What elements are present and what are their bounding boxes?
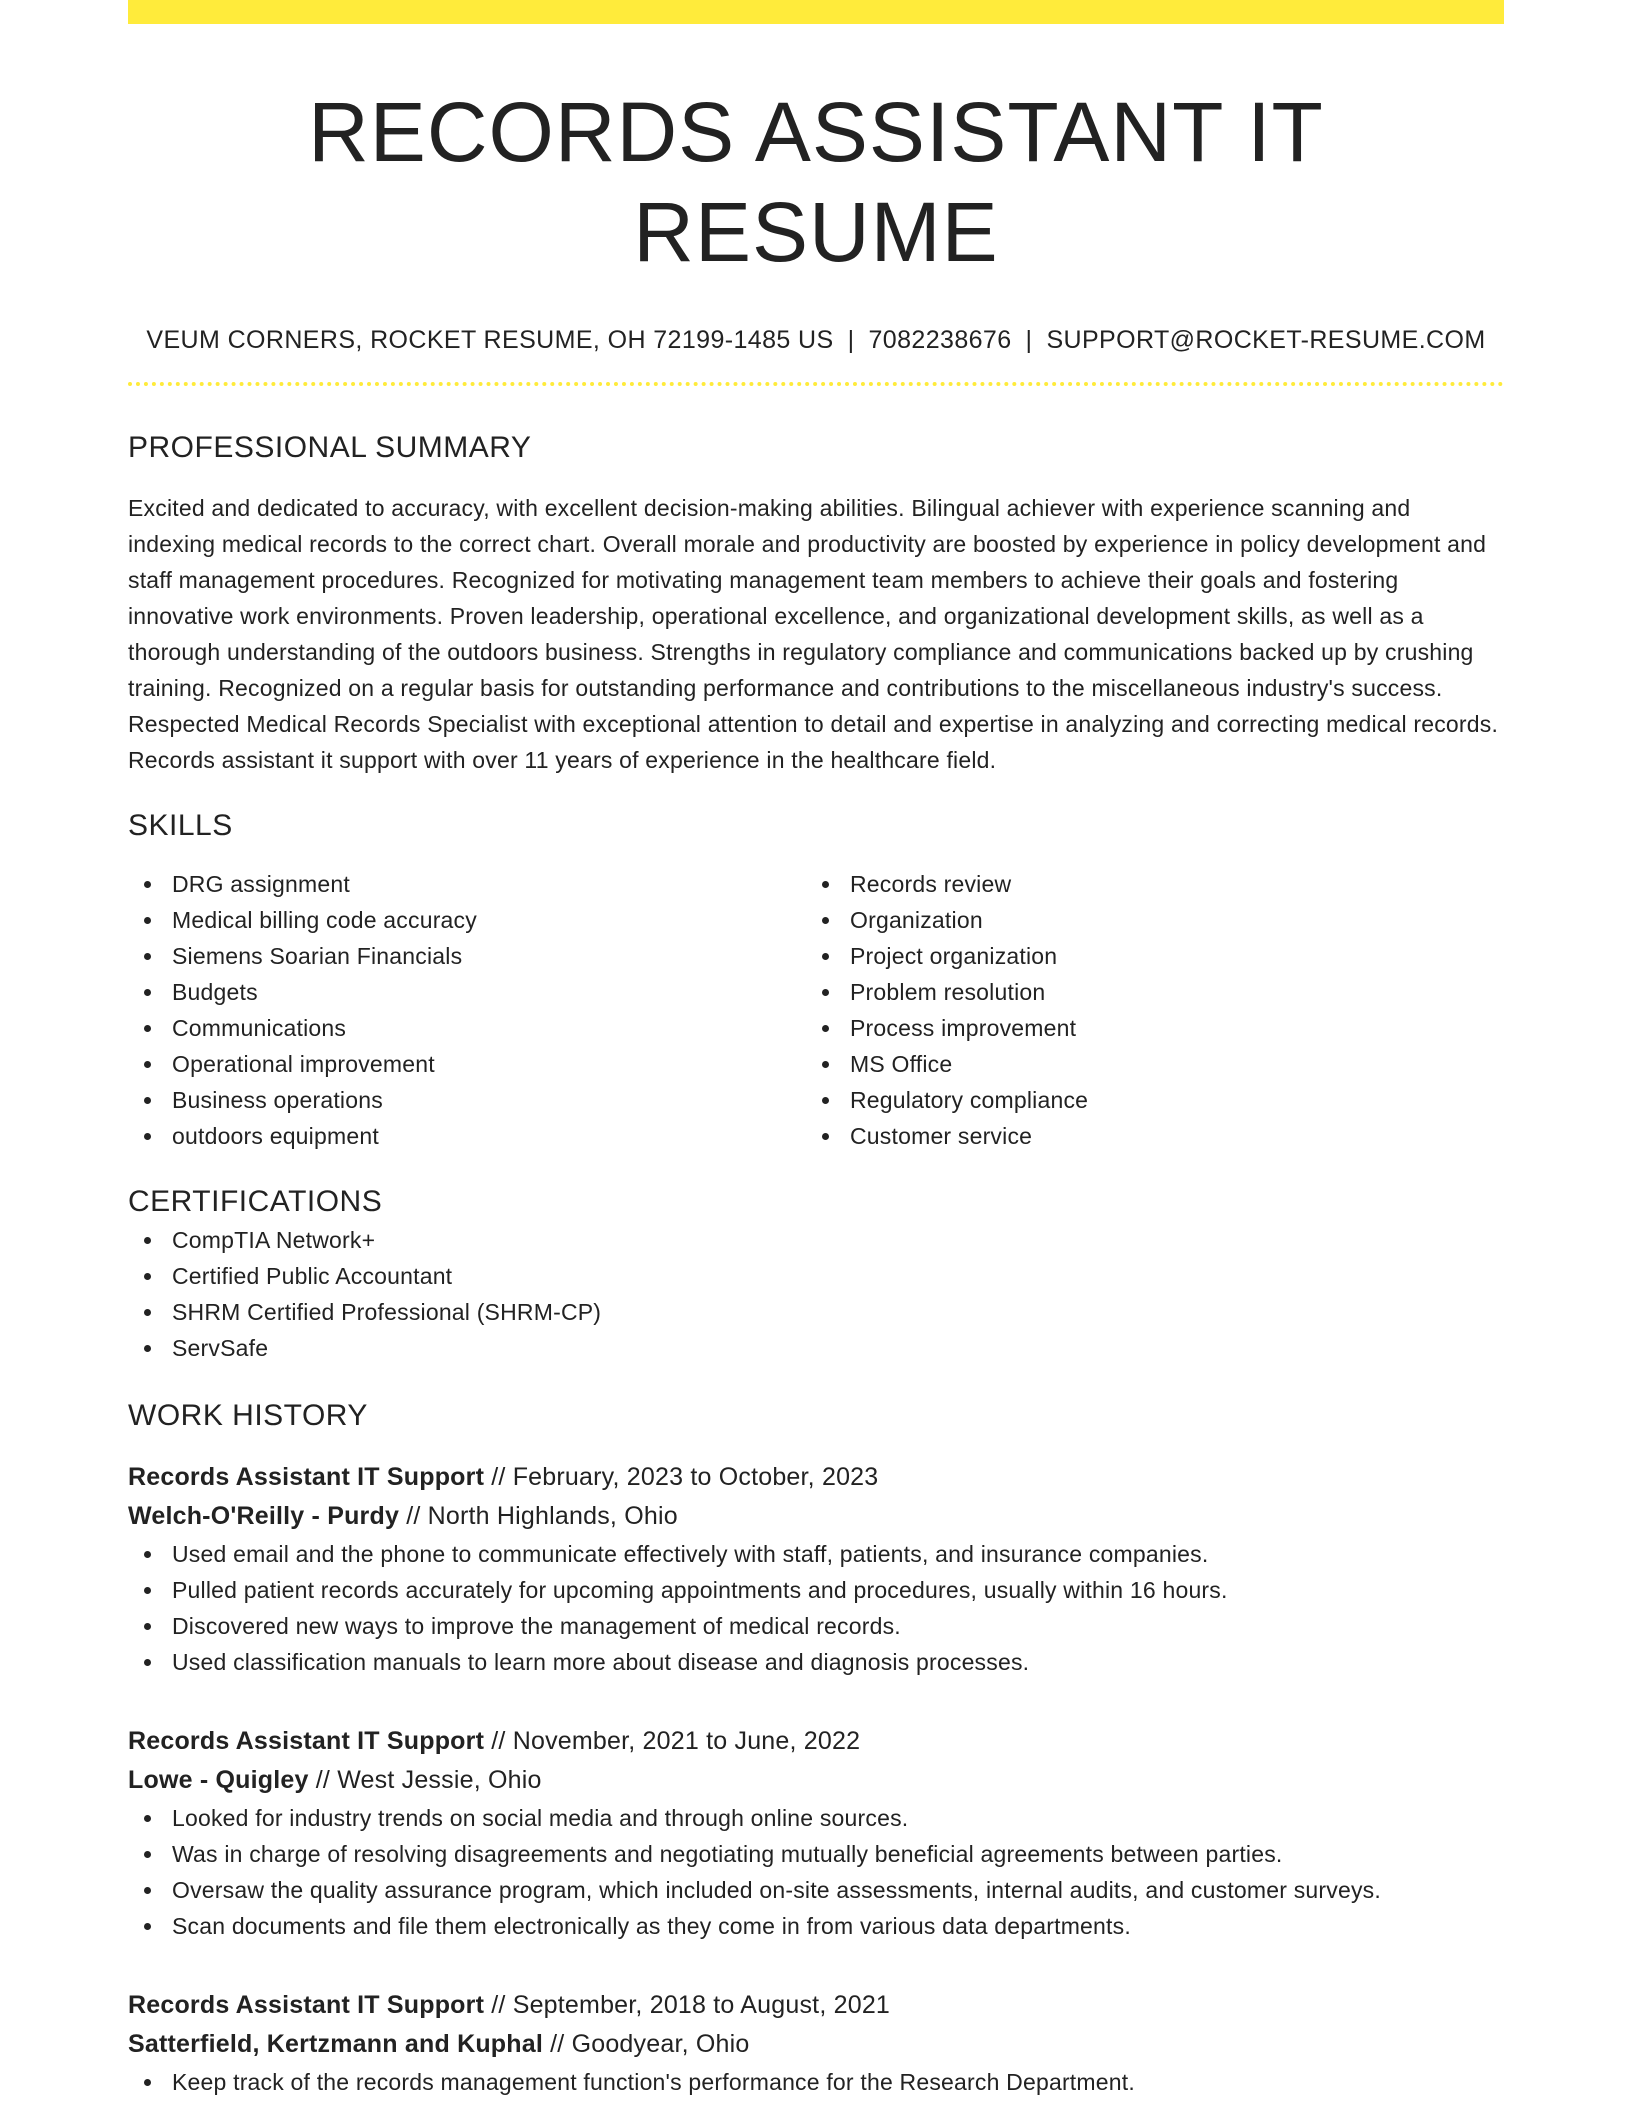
job-company-line	[128, 1497, 1504, 1536]
contact-separator: |	[1025, 326, 1033, 354]
job-title-line	[128, 1722, 1504, 1761]
dotted-divider	[128, 382, 1504, 386]
job-dates: // February, 2023 to October, 2023	[484, 1463, 879, 1491]
resume-title: RECORDS ASSISTANT IT RESUME	[308, 85, 1324, 279]
skills-heading: SKILLS	[128, 809, 233, 842]
skill-item: Budgets	[128, 974, 806, 1010]
job-title-line	[128, 1986, 1504, 2025]
job-title: Records Assistant IT Support	[128, 1727, 485, 1755]
skill-item: Problem resolution	[806, 974, 1484, 1010]
job-bullet: Keep track of the records management function's performance for the Research Department.	[128, 2064, 1504, 2100]
job-bullet: Pulled patient records accurately for upcoming appointments and procedures, usually within 16 hours.	[128, 1572, 1504, 1608]
job-bullet: Oversaw the quality assurance program, which included on-site assessments, internal audits, and customer surveys.	[128, 1872, 1504, 1908]
skill-item: Medical billing code accuracy	[128, 902, 806, 938]
certification-item: Certified Public Accountant	[128, 1258, 1504, 1294]
job-bullet: Discovered new ways to improve the management of medical records.	[128, 1608, 1504, 1644]
skill-item: Records review	[806, 866, 1484, 902]
work-history-heading: WORK HISTORY	[128, 1399, 368, 1432]
job-location: // North Highlands, Ohio	[399, 1502, 678, 1530]
skill-item: MS Office	[806, 1046, 1484, 1082]
skill-item: outdoors equipment	[128, 1118, 806, 1154]
job-title: Records Assistant IT Support	[128, 1991, 485, 2019]
skill-item: Operational improvement	[128, 1046, 806, 1082]
job-location: // Goodyear, Ohio	[543, 2030, 750, 2058]
job-entry	[128, 1722, 1504, 1944]
contact-email[interactable]: SUPPORT@ROCKET-RESUME.COM	[1046, 326, 1486, 354]
contact-phone: 7082238676	[868, 326, 1012, 354]
job-title: Records Assistant IT Support	[128, 1463, 485, 1491]
summary-heading: PROFESSIONAL SUMMARY	[128, 431, 532, 464]
skill-item: Process improvement	[806, 1010, 1484, 1046]
summary-text: Excited and dedicated to accuracy, with excellent decision-making abilities. Bilingual achiever with experience scanning and indexing medical records to the correct chart. Overall morale and productivity are boosted by experience in policy development and staff management procedures. Recognized for motivating management team members to achieve their goals and fostering innovative work environments. Proven leadership, operational excellence, and organizational development skills, as well as a thorough understanding of the outdoors business. Strengths in regulatory compliance and communications backed up by crushing training. Recognized on a regular basis for outstanding performance and contributions to the miscellaneous industry's success. Respected Medical Records Specialist with exceptional attention to detail and expertise in analyzing and correcting medical records. Records assistant it support with over 11 years of experience in the healthcare field.	[128, 495, 1499, 773]
skill-item: Siemens Soarian Financials	[128, 938, 806, 974]
job-bullet: Looked for industry trends on social media and through online sources.	[128, 1800, 1504, 1836]
certification-item: SHRM Certified Professional (SHRM-CP)	[128, 1294, 1504, 1330]
skills-grid	[128, 866, 1504, 1154]
certifications-heading: CERTIFICATIONS	[128, 1185, 383, 1218]
certification-item: CompTIA Network+	[128, 1222, 1504, 1258]
job-bullets	[128, 2064, 1504, 2100]
skill-item: Organization	[806, 902, 1484, 938]
job-dates: // November, 2021 to June, 2022	[484, 1727, 861, 1755]
certifications-list	[128, 1222, 1504, 1366]
skills-column-right	[806, 866, 1484, 1154]
job-company: Lowe - Quigley	[128, 1766, 309, 1794]
job-title-line	[128, 1458, 1504, 1497]
job-company-line	[128, 1761, 1504, 1800]
resume-page	[128, 0, 1504, 2100]
contact-address: VEUM CORNERS, ROCKET RESUME, OH 72199-1485 US	[146, 326, 834, 354]
job-entry	[128, 1986, 1504, 2100]
certification-item: ServSafe	[128, 1330, 1504, 1366]
job-bullet: Was in charge of resolving disagreements and negotiating mutually beneficial agreements between parties.	[128, 1836, 1504, 1872]
skill-item: Business operations	[128, 1082, 806, 1118]
skill-item: Communications	[128, 1010, 806, 1046]
skill-item: Regulatory compliance	[806, 1082, 1484, 1118]
job-company: Welch-O'Reilly - Purdy	[128, 1502, 400, 1530]
job-dates: // September, 2018 to August, 2021	[484, 1991, 891, 2019]
skills-column-left	[128, 866, 806, 1154]
skill-item: Project organization	[806, 938, 1484, 974]
contact-separator: |	[847, 326, 855, 354]
accent-bar	[128, 0, 1504, 24]
job-bullet: Scan documents and file them electronically as they come in from various data departments.	[128, 1908, 1504, 1944]
job-entry	[128, 1458, 1504, 1680]
skill-item: Customer service	[806, 1118, 1484, 1154]
job-location: // West Jessie, Ohio	[308, 1766, 542, 1794]
contact-line	[128, 324, 1504, 356]
skill-item: DRG assignment	[128, 866, 806, 902]
job-bullets	[128, 1536, 1504, 1680]
job-bullet: Used classification manuals to learn more about disease and diagnosis processes.	[128, 1644, 1504, 1680]
job-bullets	[128, 1800, 1504, 1944]
job-company-line	[128, 2025, 1504, 2064]
job-company: Satterfield, Kertzmann and Kuphal	[128, 2030, 543, 2058]
job-bullet: Used email and the phone to communicate effectively with staff, patients, and insurance companies.	[128, 1536, 1504, 1572]
